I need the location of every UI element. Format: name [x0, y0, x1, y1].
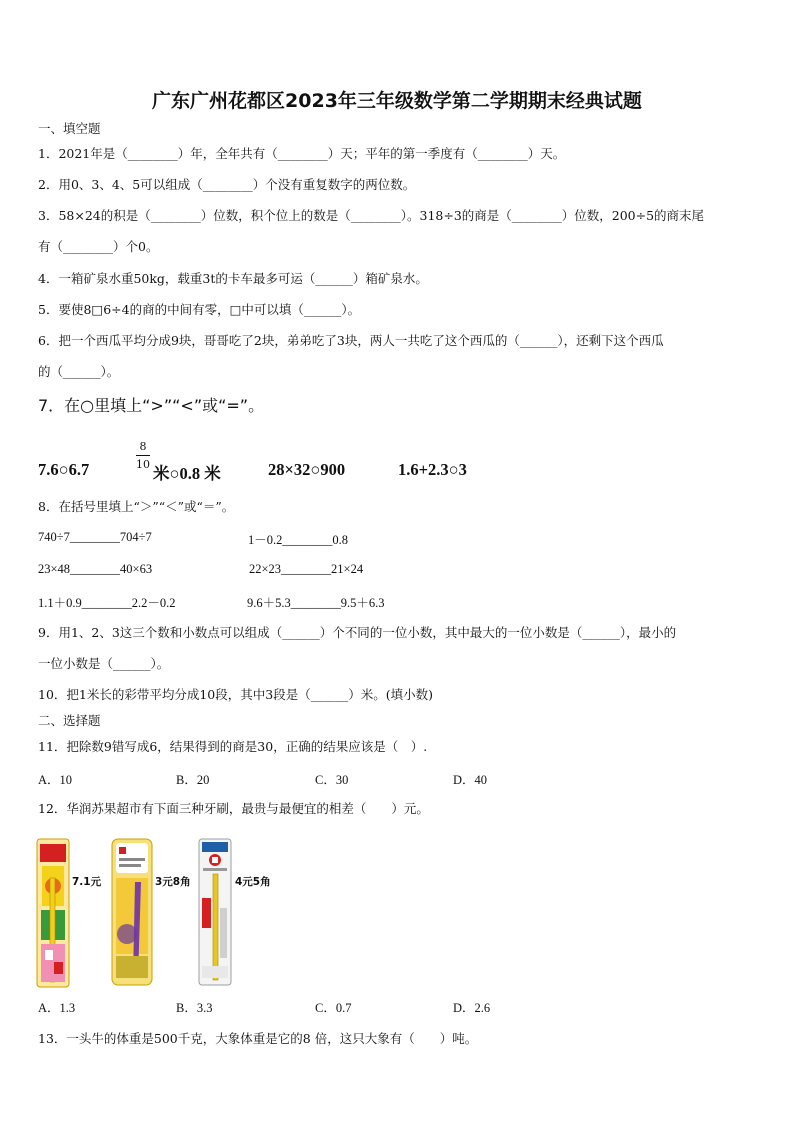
- toothbrush-package-2-image: [111, 838, 153, 986]
- toothbrush-package-3-image: [198, 838, 232, 986]
- q8-item: 1－0.2________0.8: [248, 533, 349, 547]
- q11-choice-d: D．40: [453, 773, 488, 787]
- toothbrush-2-price: 3元8角: [155, 876, 191, 888]
- page-title: 广东广州花都区2023年三年级数学第二学期期末经典试题: [152, 90, 642, 112]
- q11-choice-a: A．10: [38, 773, 73, 787]
- question-2: 2．用0、3、4、5可以组成（________）个没有重复数字的两位数。: [38, 177, 416, 192]
- q12-choice-b: B．3.3: [176, 1001, 213, 1015]
- question-8: 8．在括号里填上“＞”“＜”或“＝”。: [38, 499, 235, 514]
- q8-item: 9.6＋5.3________9.5＋6.3: [247, 596, 385, 610]
- q7-fraction: [134, 440, 152, 471]
- q7-item-b: 米○0.8 米: [153, 464, 221, 483]
- q8-item: 1.1＋0.9________2.2－0.2: [38, 596, 176, 610]
- toothbrush-1-price: 7.1元: [72, 876, 102, 888]
- q8-item: 22×23________21×24: [249, 562, 364, 576]
- question-6-line-2: 的（______）。: [38, 364, 120, 379]
- toothbrush-3-price: 4元5角: [235, 876, 271, 888]
- question-4: 4．一箱矿泉水重50kg，载重3t的卡车最多可运（______）箱矿泉水。: [38, 271, 428, 286]
- section-fill-blank: 一、填空题: [38, 121, 101, 136]
- q12-choice-c: C．0.7: [315, 1001, 352, 1015]
- fraction-denominator: 10: [136, 458, 150, 471]
- fraction-numerator: 8: [139, 440, 147, 453]
- toothbrush-package-1-image: [36, 838, 70, 988]
- question-1: 1．2021年是（________）年，全年共有（________）天；平年的第一季度有（________）天。: [38, 146, 566, 161]
- q12-choice-d: D．2.6: [453, 1001, 491, 1015]
- section-multiple-choice: 二、选择题: [38, 713, 101, 728]
- q7-item-d: 1.6+2.3○3: [398, 460, 467, 479]
- fraction-bar: [136, 455, 150, 456]
- q7-item-c: 28×32○900: [268, 460, 346, 479]
- question-11: 11．把除数9错写成6，结果得到的商是30，正确的结果应该是（ ）.: [38, 739, 428, 754]
- question-12: 12．华润苏果超市有下面三种牙刷，最贵与最便宜的相差（ ）元。: [38, 801, 429, 816]
- question-9-line-1: 9．用1、2、3这三个数和小数点可以组成（______）个不同的一位小数，其中最大的一位小数是（______），最小的: [38, 625, 677, 640]
- question-6-line-1: 6．把一个西瓜平均分成9块，哥哥吃了2块，弟弟吃了3块，两人一共吃了这个西瓜的（______），还剩下这个西瓜: [38, 333, 664, 348]
- question-13: 13．一头牛的体重是500千克，大象体重是它的8 倍，这只大象有（ ）吨。: [38, 1031, 478, 1046]
- q8-item: 23×48________40×63: [38, 562, 153, 576]
- q11-choice-c: C．30: [315, 773, 349, 787]
- q11-choice-b: B．20: [176, 773, 210, 787]
- question-3-line-2: 有（________）个0。: [38, 239, 159, 254]
- question-10: 10．把1米长的彩带平均分成10段，其中3段是（______）米。(填小数): [38, 687, 433, 702]
- question-9-line-2: 一位小数是（______）。: [38, 656, 170, 671]
- question-3-line-1: 3．58×24的积是（________）位数，积个位上的数是（________）。318÷3的商是（________）位数，200÷5的商末尾: [38, 208, 705, 223]
- q7-item-a: 7.6○6.7: [38, 460, 90, 479]
- question-5: 5．要使8□6÷4的商的中间有零，□中可以填（______）。: [38, 302, 361, 317]
- q8-item: 740÷7________704÷7: [38, 530, 152, 544]
- q12-choice-a: A．1.3: [38, 1001, 76, 1015]
- question-7: 7．在○里填上“>”“<”或“=”。: [38, 396, 265, 415]
